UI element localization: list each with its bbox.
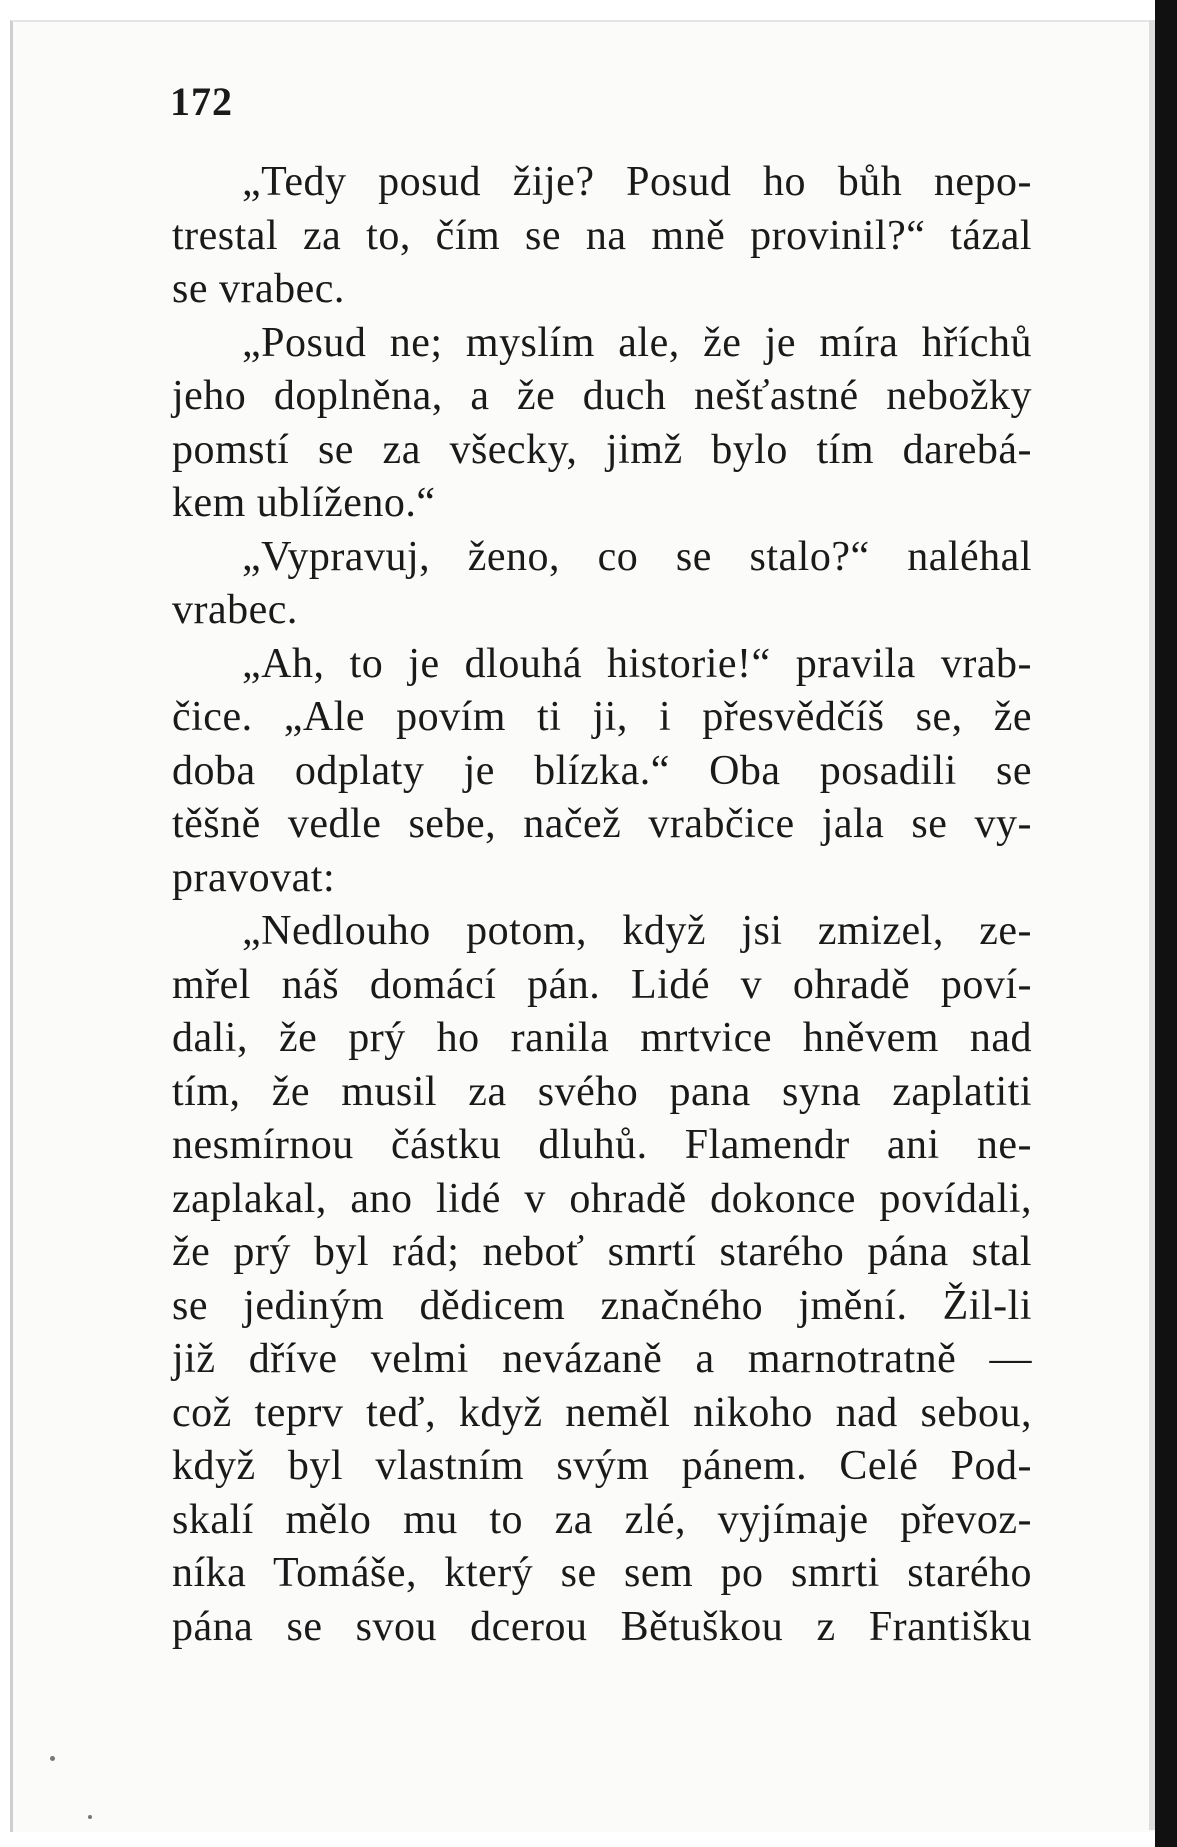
text-line: nesmírnou částku dluhů. Flamendr ani ne- (172, 1122, 1032, 1168)
text-line: „Vypravuj, ženo, co se stalo?“ naléhal (242, 533, 1032, 580)
text-line: zaplakal, ano lidé v ohradě dokonce povídali, (172, 1175, 1032, 1222)
text-line: se jediným dědicem značného jmění. Žil-li (172, 1282, 1032, 1329)
text-line: dali, že prý ho ranila mrtvice hněvem nad (172, 1015, 1032, 1061)
text-line: jeho doplněna, a že duch nešťastné nebožky (172, 373, 1032, 419)
text-line: pravovat: (172, 854, 336, 901)
text-line: se vrabec. (172, 266, 345, 312)
body-text (172, 156, 1032, 1654)
text-line: níka Tomáše, který se sem po smrti starého (172, 1550, 1032, 1596)
text-line: když byl vlastním svým pánem. Celé Pod- (172, 1443, 1032, 1489)
scan-border (1155, 0, 1177, 1847)
text-line: což teprv teď, když neměl nikoho nad sebou, (172, 1389, 1032, 1436)
text-line: „Posud ne; myslím ale, že je míra hříchů (242, 319, 1032, 366)
text-line: mřel náš domácí pán. Lidé v ohradě poví- (172, 961, 1032, 1008)
text-line: těšně vedle sebe, načež vrabčice jala se vy- (172, 801, 1032, 847)
scan-speck (50, 1756, 55, 1761)
text-line: vrabec. (172, 587, 298, 633)
text-line: pána se svou dcerou Bětuškou z Františku (172, 1603, 1032, 1650)
text-line: „Tedy posud žije? Posud ho bůh nepo- (242, 159, 1032, 205)
scan-speck (88, 1815, 92, 1819)
text-line: čice. „Ale povím ti ji, i přesvědčíš se, že (172, 694, 1032, 740)
page-number: 172 (170, 79, 233, 124)
text-line: kem ublíženo.“ (172, 480, 436, 526)
text-line: „Nedlouho potom, když jsi zmizel, ze- (242, 908, 1032, 954)
text-line: „Ah, to je dlouhá historie!“ pravila vrab- (242, 640, 1032, 687)
text-line: doba odplaty je blízka.“ Oba posadili se (172, 747, 1032, 794)
text-line: skalí mělo mu to za zlé, vyjímaje převoz- (172, 1496, 1032, 1543)
text-line: trestal za to, čím se na mně provinil?“ tázal (172, 212, 1032, 259)
text-line: již dříve velmi nevázaně a marnotratně — (172, 1336, 1032, 1382)
text-line: pomstí se za všecky, jimž bylo tím darebá- (172, 426, 1032, 473)
text-line: tím, že musil za svého pana syna zaplatiti (172, 1068, 1032, 1115)
text-line: že prý byl rád; neboť smrtí starého pána stal (172, 1229, 1032, 1275)
